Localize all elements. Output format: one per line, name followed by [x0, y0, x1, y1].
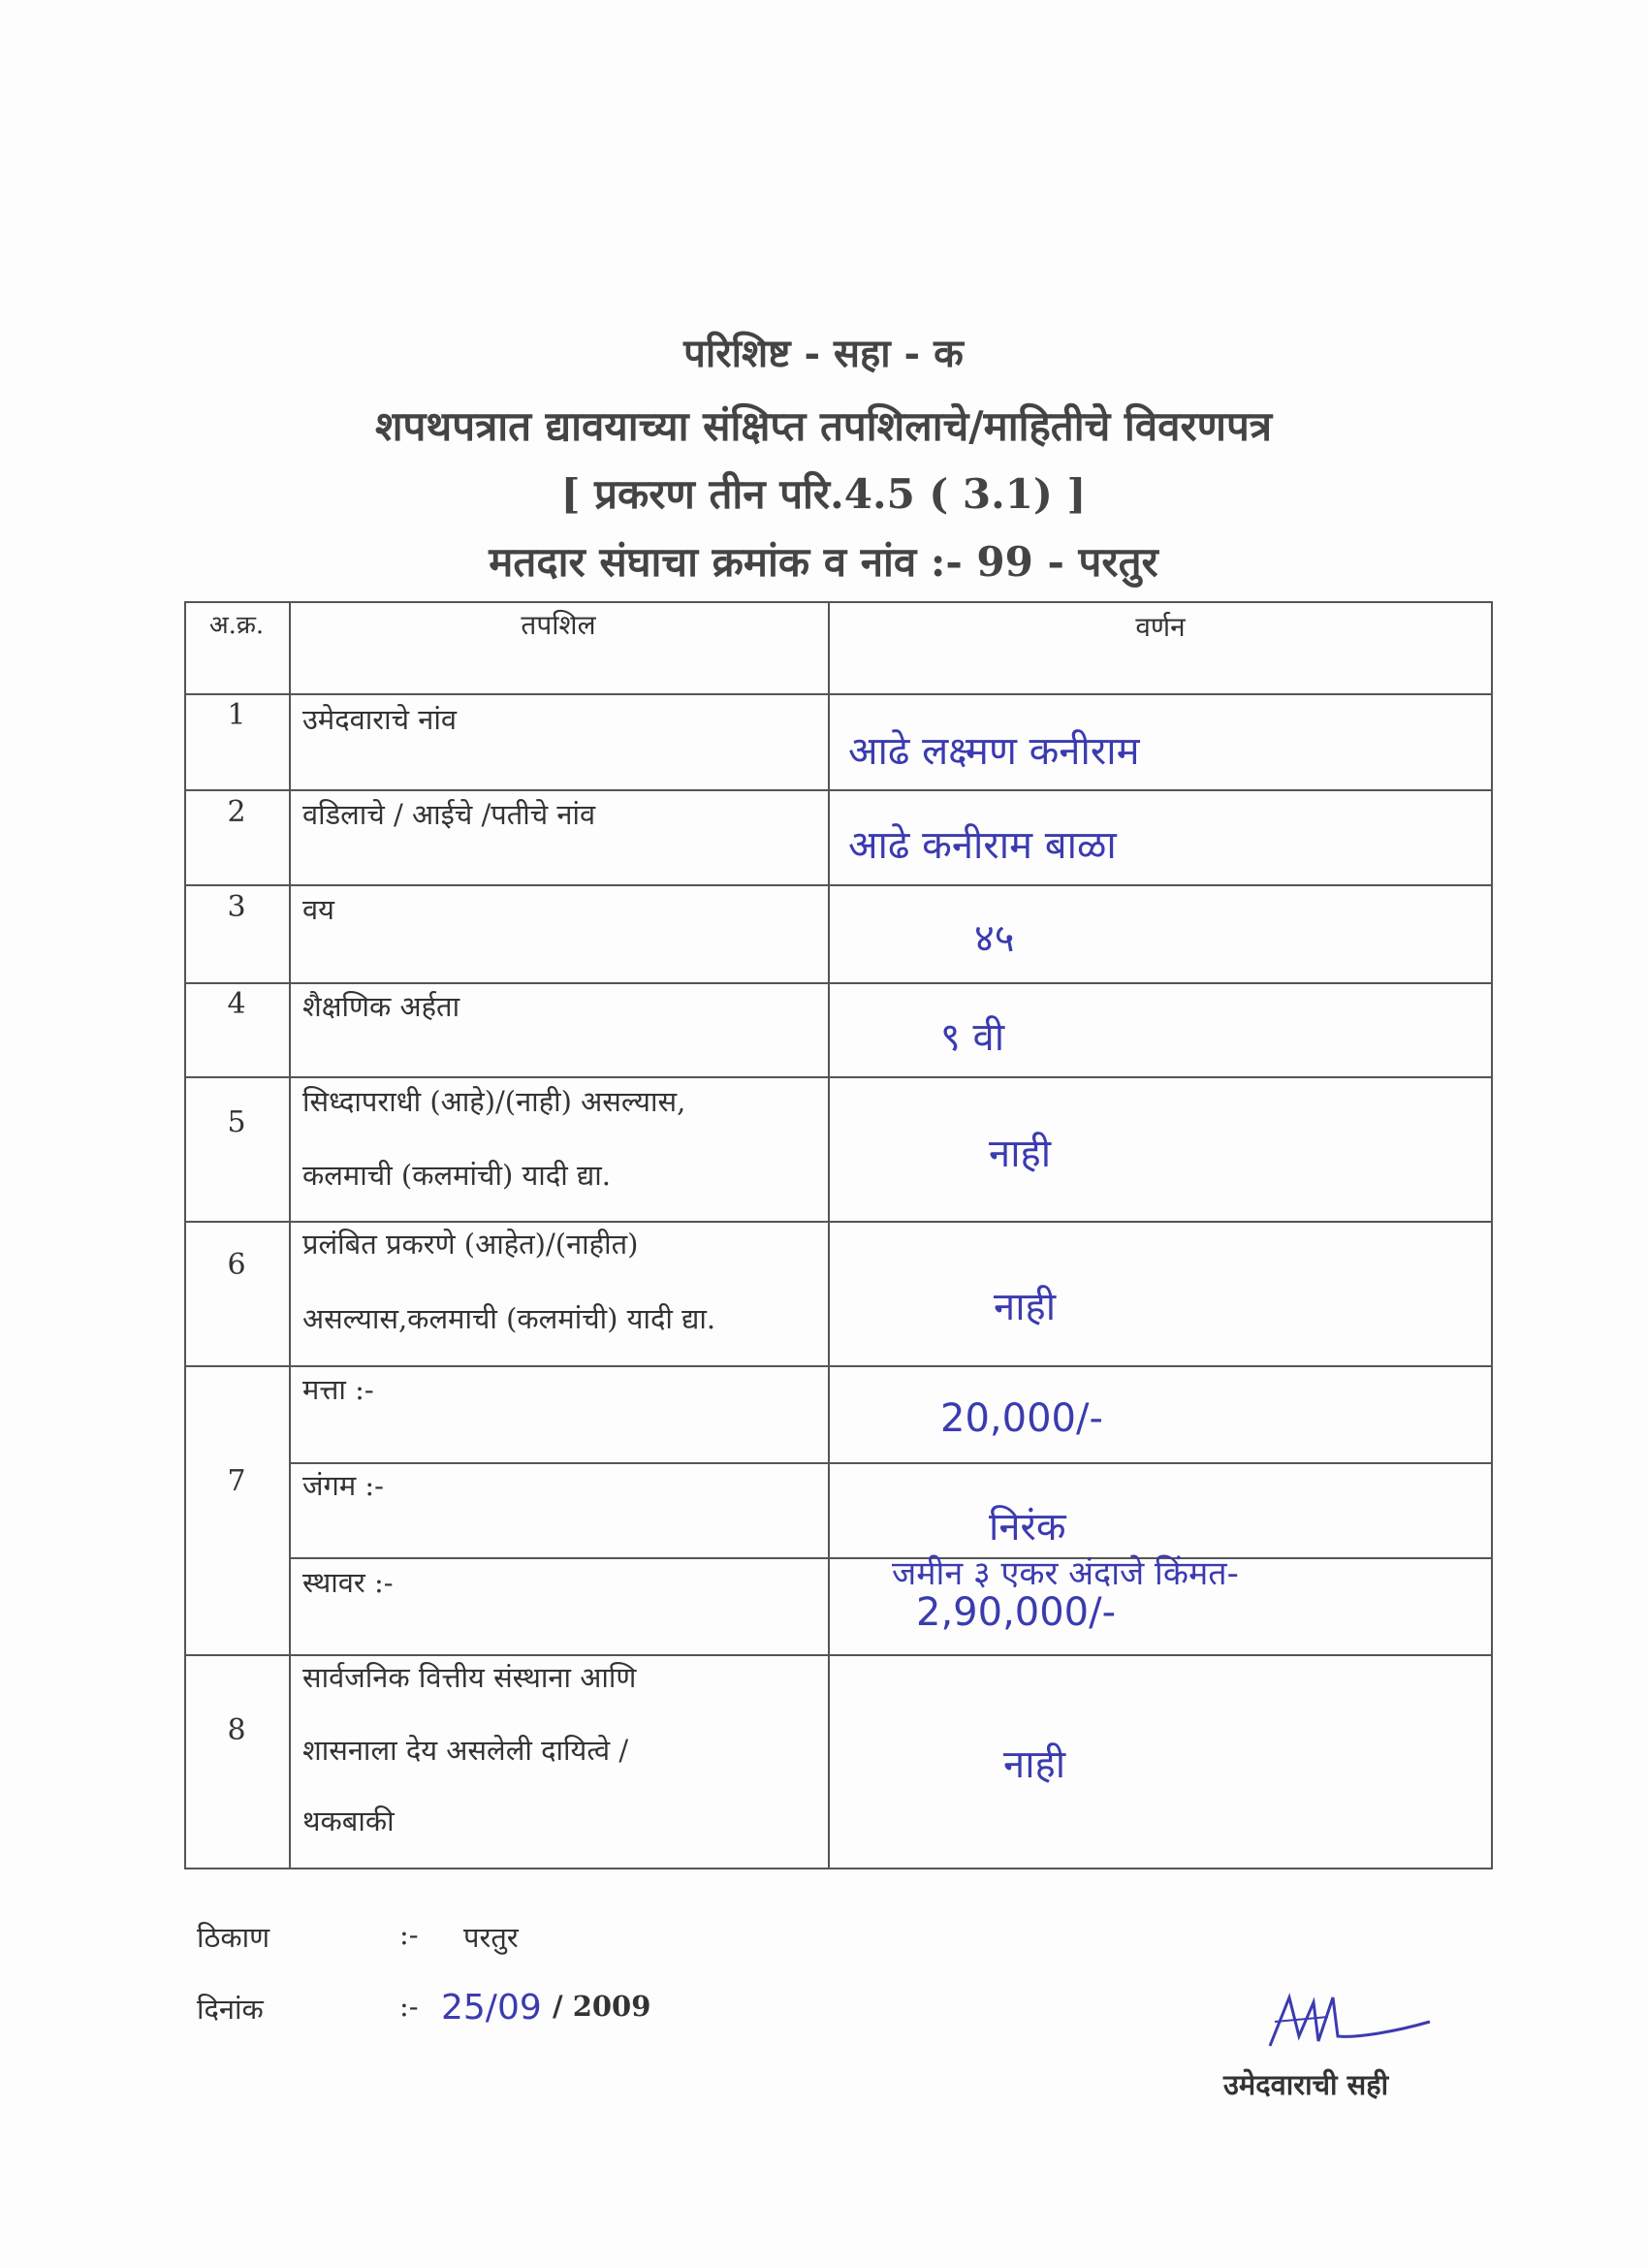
row-number: 4 [227, 987, 246, 1021]
handwritten-value: नाही [1003, 1742, 1066, 1787]
place-label: ठिकाण [197, 1921, 270, 1954]
date-label: दिनांक [197, 1993, 264, 2026]
column-header-serial: अ.क्र. [208, 611, 265, 640]
row-label-movable: जंगम :- [302, 1469, 384, 1502]
row-divider [184, 982, 1493, 984]
handwritten-date: 25/09 [441, 1988, 542, 2028]
row-divider [184, 1221, 1493, 1223]
row-label: शैक्षणिक अर्हता [302, 990, 460, 1023]
date-year: / 2009 [553, 1990, 651, 2023]
row-label-continued: कलमाची (कलमांची) यादी द्या. [302, 1159, 611, 1192]
row-label: सिध्दापराधी (आहे)/(नाही) असल्यास, [302, 1085, 686, 1118]
row-number: 6 [227, 1248, 246, 1282]
row-number: 1 [227, 698, 246, 732]
row-label-continued: असल्यास,कलमाची (कलमांची) यादी द्या. [302, 1302, 716, 1335]
row-divider [289, 1557, 1493, 1559]
column-header-description: वर्णन [1135, 611, 1186, 643]
row-number: 3 [227, 890, 246, 924]
row-divider [184, 1076, 1493, 1078]
row-label-continued: थकबाकी [302, 1805, 395, 1837]
row-label: प्रलंबित प्रकरणे (आहेत)/(नाहीत) [302, 1228, 639, 1261]
constituency-title: मतदार संघाचा क्रमांक व नांव :- 99 - परतुर [489, 538, 1158, 586]
date-separator: :- [399, 1990, 419, 2023]
row-label: वडिलाचे / आईचे /पतीचे नांव [302, 798, 596, 831]
row-divider [184, 1654, 1493, 1656]
row-divider [289, 1462, 1493, 1464]
row-label-immovable: स्थावर :- [302, 1566, 394, 1599]
column-divider [289, 601, 291, 1869]
form-title: शपथपत्रात द्यावयाच्या संक्षिप्त तपशिलाचे/माहितीचे विवरणपत्र [374, 402, 1273, 450]
handwritten-value: ४५ [974, 916, 1015, 961]
handwritten-value: ९ वी [940, 1015, 1005, 1060]
row-divider [184, 789, 1493, 791]
row-divider [184, 1365, 1493, 1367]
handwritten-value: जमीन ३ एकर अंदाजे किंमत- [892, 1554, 1239, 1593]
handwritten-value: नाही [994, 1285, 1057, 1329]
handwritten-value-amount: 2,90,000/- [916, 1590, 1117, 1635]
appendix-title: परिशिष्ट - सहा - क [683, 331, 964, 376]
handwritten-value: आढे लक्ष्मण कनीराम [848, 729, 1140, 774]
row-number: 8 [227, 1713, 246, 1747]
place-value: परतुर [463, 1921, 519, 1954]
row-divider [184, 884, 1493, 886]
handwritten-value: नाही [989, 1132, 1052, 1176]
row-number: 5 [227, 1105, 246, 1139]
row-label: वय [302, 893, 334, 926]
handwritten-value: आढे कनीराम बाळा [848, 823, 1117, 868]
row-label: उमेदवाराचे नांव [302, 703, 458, 736]
place-separator: :- [399, 1918, 419, 1951]
column-divider [828, 601, 830, 1869]
signature-label: उमेदवाराची सही [1223, 2068, 1389, 2101]
row-divider [184, 693, 1493, 695]
row-number: 7 [227, 1464, 246, 1498]
section-reference: [ प्रकरण तीन परि.4.5 ( 3.1) ] [560, 470, 1087, 518]
row-number: 2 [227, 795, 246, 829]
row-label-continued: शासनाला देय असलेली दायित्वे / [302, 1734, 629, 1767]
handwritten-value: 20,000/- [940, 1396, 1103, 1441]
signature [1260, 1978, 1435, 2056]
handwritten-value: निरंक [989, 1505, 1066, 1549]
row-label-assets: मत्ता :- [302, 1373, 374, 1406]
column-header-details: तपशिल [521, 609, 596, 641]
row-label: सार्वजनिक वित्तीय संस्थाना आणि [302, 1661, 637, 1694]
